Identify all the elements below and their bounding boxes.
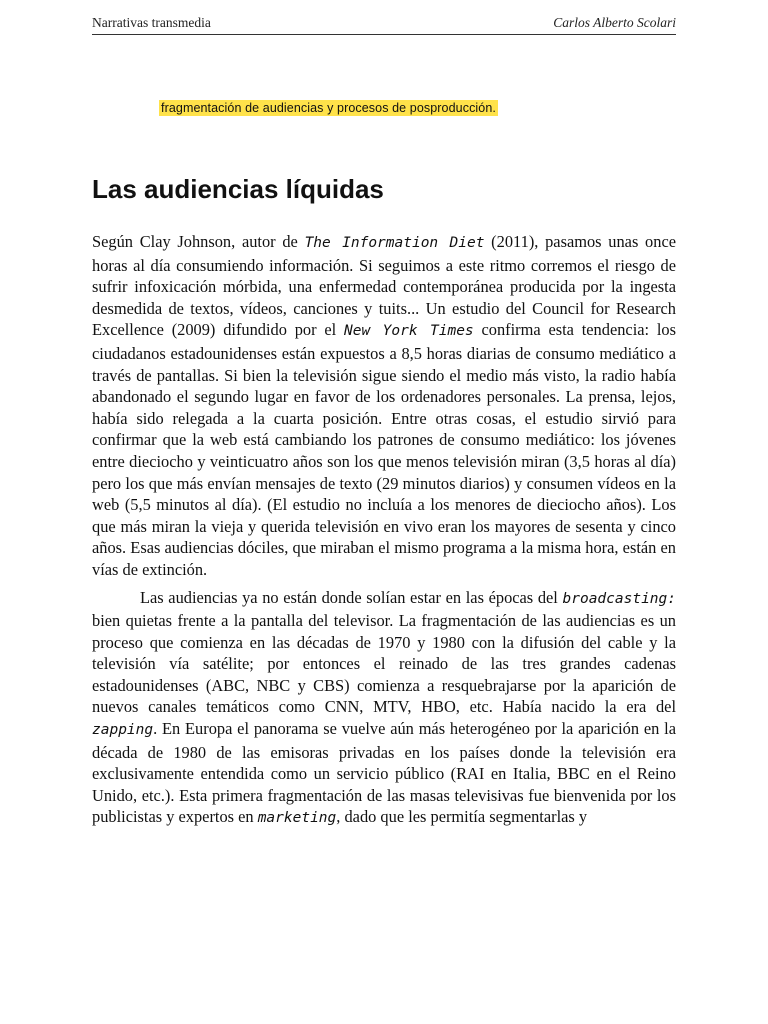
section-title: Las audiencias líquidas	[92, 174, 384, 204]
header-book-title: Narrativas transmedia	[92, 15, 211, 30]
header-author: Carlos Alberto Scolari	[553, 15, 676, 30]
paragraph-1-part-e: confirma esta tendencia: los ciudadanos estadounidenses están expuestos a 8,5 horas diarias de consumo mediático a través de pantallas. Si bien la televisión sigue siendo el medio más visto, la radio había abandonado el segundo lugar en favor de los ordenadores personales. La prensa, lejos, había sido relegada a la cuarta posición. Entre otras cosas, el estudio sirvió para confirmar que la web está cambiando los patrones de consumo mediático: los jóvenes entre dieciocho y veinticuatro años son los que menos televisión miran (3,5 horas al día) pero los que más envían mensajes de texto (29 minutos diarios) y consumen vídeos en la web (5,5 minutos al día). (El estudio no incluía a los menores de dieciocho años). Los que más miran la vieja y querida televisión en vivo eran los mayores de sesenta y cinco años. Esas audiencias dóciles, que miraban el mismo programa a la misma hora, están en vías de extinción.	[92, 320, 677, 579]
running-header	[92, 12, 676, 35]
book-title-information-diet: The Information Diet	[304, 235, 485, 251]
paragraph-1-part-a: Según Clay Johnson, autor de	[92, 232, 305, 251]
body-text	[92, 231, 676, 830]
term-marketing: marketing	[257, 810, 337, 827]
paragraph-1	[92, 231, 676, 581]
newspaper-title-nyt: New York Times	[344, 323, 474, 340]
term-broadcasting: broadcasting:	[562, 590, 676, 607]
paragraph-2-part-c: bien quietas frente a la pantalla del televisor. La fragmentación de las audiencias es un proceso que comienza en las décadas de 1970 y 1980 con la difusión del cable y la televisión vía satélite; por entonces el reinado de las tres grandes cadenas estadounidenses (ABC, NBC y CBS) comienza a resquebrajarse por la aparición de nuevos canales temáticos como CNN, MTV, HBO, etc. Había nacido la era del	[92, 611, 676, 717]
paragraph-2-part-g: , dado que les permitía segmentarlas y	[336, 807, 588, 827]
paragraph-1-part-c: (2011), pasamos unas once horas al día consumiendo información. Si seguimos a este ritmo corremos el riesgo de sufrir infoxicación mórbida, una enfermedad contemporánea producida por la ingesta desmedida de textos, vídeos, canciones y tuits... Un estudio del Council for Research Excellence (2009) difundido por el	[92, 232, 676, 340]
term-zapping: zapping	[92, 722, 154, 739]
paragraph-2	[92, 587, 676, 831]
paragraph-2-part-e: . En Europa el panorama se vuelve aún más heterogéneo por la aparición en la década de 1980 de las emisoras privadas en los países donde la televisión era exclusivamente entendida como un servicio público (RAI en Italia, BBC en el Reino Unido, etc.). Esta primera fragmentación de las masas televisivas fue bienvenida por los publicistas y expertos en	[92, 719, 676, 827]
highlighted-text: fragmentación de audiencias y procesos de posproducción.	[161, 101, 496, 115]
paragraph-2-part-a: Las audiencias ya no están donde solían estar en las épocas del	[140, 587, 563, 607]
